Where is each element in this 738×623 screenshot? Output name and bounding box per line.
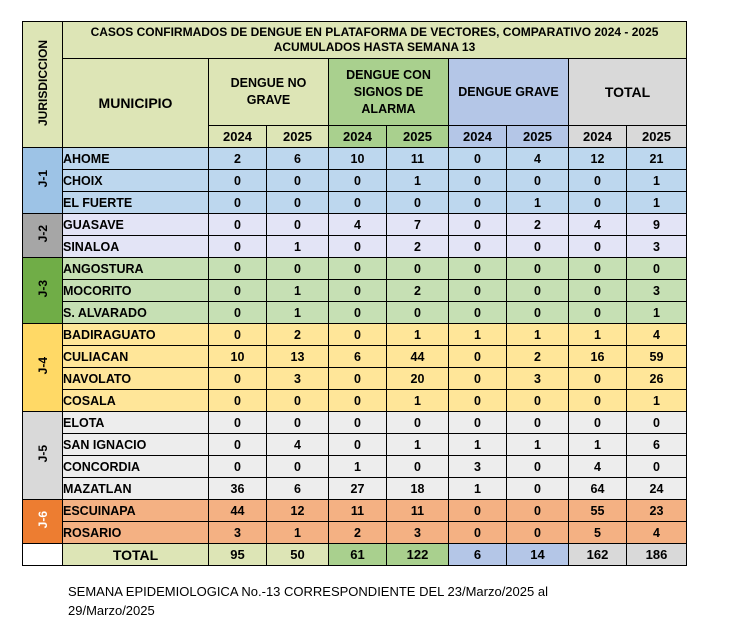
table-row [23, 324, 687, 346]
case-count-cell: 18 [387, 478, 449, 500]
municipio-name: BADIRAGUATO [63, 324, 209, 346]
case-count-cell: 0 [449, 302, 507, 324]
table-row [23, 280, 687, 302]
case-count-cell: 0 [449, 148, 507, 170]
case-count-cell: 0 [209, 280, 267, 302]
case-count-cell: 1 [507, 192, 569, 214]
table-row [23, 258, 687, 280]
case-count-cell: 0 [267, 170, 329, 192]
case-count-cell: 1 [449, 434, 507, 456]
case-count-cell: 0 [449, 170, 507, 192]
municipio-name: S. ALVARADO [63, 302, 209, 324]
group-header-grave: DENGUE GRAVE [449, 59, 569, 126]
case-count-cell: 3 [627, 280, 687, 302]
municipio-header: MUNICIPIO [63, 59, 209, 148]
case-count-cell: 1 [267, 236, 329, 258]
case-count-cell: 0 [449, 280, 507, 302]
case-count-cell: 0 [627, 456, 687, 478]
year-header: 2025 [267, 126, 329, 148]
case-count-cell: 23 [627, 500, 687, 522]
case-count-cell: 4 [627, 522, 687, 544]
case-count-cell: 1 [569, 324, 627, 346]
footnote: SEMANA EPIDEMIOLOGICA No.-13 CORRESPONDIENTE DEL 23/Marzo/2025 al 29/Marzo/2025 [68, 584, 548, 618]
group-header-total: TOTAL [569, 59, 687, 126]
case-count-cell: 2 [329, 522, 387, 544]
municipio-name: NAVOLATO [63, 368, 209, 390]
case-count-cell: 0 [329, 412, 387, 434]
case-count-cell: 11 [329, 500, 387, 522]
case-count-cell: 0 [507, 280, 569, 302]
case-count-cell: 0 [449, 390, 507, 412]
case-count-cell: 0 [449, 258, 507, 280]
case-count-cell: 0 [569, 236, 627, 258]
case-count-cell: 16 [569, 346, 627, 368]
table-row [23, 236, 687, 258]
table-row [23, 214, 687, 236]
municipio-name: ANGOSTURA [63, 258, 209, 280]
case-count-cell: 0 [507, 258, 569, 280]
case-count-cell: 0 [329, 302, 387, 324]
case-count-cell: 0 [329, 170, 387, 192]
table-row [23, 500, 687, 522]
case-count-cell: 2 [209, 148, 267, 170]
case-count-cell: 0 [209, 434, 267, 456]
case-count-cell: 12 [569, 148, 627, 170]
case-count-cell: 1 [627, 302, 687, 324]
municipio-name: COSALA [63, 390, 209, 412]
jurisdiction-label: J-2 [23, 214, 63, 258]
case-count-cell: 6 [267, 148, 329, 170]
case-count-cell: 4 [267, 434, 329, 456]
case-count-cell: 0 [569, 390, 627, 412]
year-header: 2024 [209, 126, 267, 148]
case-count-cell: 4 [569, 456, 627, 478]
case-count-cell: 0 [507, 500, 569, 522]
case-count-cell: 0 [449, 346, 507, 368]
case-count-cell: 0 [209, 456, 267, 478]
case-count-cell: 0 [569, 192, 627, 214]
case-count-cell: 12 [267, 500, 329, 522]
case-count-cell: 6 [267, 478, 329, 500]
case-count-cell: 1 [329, 456, 387, 478]
case-count-cell: 4 [329, 214, 387, 236]
case-count-cell: 0 [267, 214, 329, 236]
jurisdiction-label: J-1 [23, 148, 63, 214]
municipio-name: CULIACAN [63, 346, 209, 368]
case-count-cell: 0 [329, 434, 387, 456]
case-count-cell: 3 [449, 456, 507, 478]
case-count-cell: 0 [329, 236, 387, 258]
case-count-cell: 44 [209, 500, 267, 522]
jurisdiction-label: J-5 [23, 412, 63, 500]
case-count-cell: 3 [209, 522, 267, 544]
group-header-signos-alarma: DENGUE CON SIGNOS DE ALARMA [329, 59, 449, 126]
case-count-cell: 0 [507, 390, 569, 412]
case-count-cell: 4 [627, 324, 687, 346]
case-count-cell: 44 [387, 346, 449, 368]
case-count-cell: 0 [267, 456, 329, 478]
case-count-cell: 1 [627, 192, 687, 214]
case-count-cell: 0 [569, 302, 627, 324]
table-row [23, 148, 687, 170]
case-count-cell: 0 [507, 236, 569, 258]
case-count-cell: 3 [387, 522, 449, 544]
case-count-cell: 11 [387, 148, 449, 170]
case-count-cell: 0 [507, 412, 569, 434]
case-count-cell: 0 [569, 170, 627, 192]
case-count-cell: 0 [569, 412, 627, 434]
case-count-cell: 0 [569, 280, 627, 302]
title-line-1: CASOS CONFIRMADOS DE DENGUE EN PLATAFORMA DE VECTORES, COMPARATIVO 2024 - 2025 [90, 25, 659, 39]
case-count-cell: 1 [507, 324, 569, 346]
table-row [23, 170, 687, 192]
case-count-cell: 6 [329, 346, 387, 368]
year-header: 2024 [449, 126, 507, 148]
municipio-name: EL FUERTE [63, 192, 209, 214]
municipio-name: ESCUINAPA [63, 500, 209, 522]
case-count-cell: 3 [627, 236, 687, 258]
table-title [63, 22, 687, 59]
table-row [23, 412, 687, 434]
case-count-cell: 0 [209, 214, 267, 236]
case-count-cell: 0 [387, 258, 449, 280]
case-count-cell: 0 [209, 258, 267, 280]
dengue-cases-table [22, 21, 687, 566]
case-count-cell: 10 [329, 148, 387, 170]
year-header: 2024 [569, 126, 627, 148]
case-count-cell: 0 [209, 390, 267, 412]
total-cell: 6 [449, 544, 507, 566]
year-header: 2025 [387, 126, 449, 148]
case-count-cell: 3 [267, 368, 329, 390]
case-count-cell: 11 [387, 500, 449, 522]
case-count-cell: 1 [387, 390, 449, 412]
case-count-cell: 1 [387, 324, 449, 346]
case-count-cell: 0 [387, 302, 449, 324]
case-count-cell: 1 [267, 280, 329, 302]
group-header-no-grave: DENGUE NO GRAVE [209, 59, 329, 126]
case-count-cell: 5 [569, 522, 627, 544]
case-count-cell: 9 [627, 214, 687, 236]
table-row [23, 434, 687, 456]
case-count-cell: 7 [387, 214, 449, 236]
case-count-cell: 1 [387, 170, 449, 192]
table-row [23, 368, 687, 390]
case-count-cell: 0 [329, 390, 387, 412]
case-count-cell: 1 [449, 324, 507, 346]
case-count-cell: 4 [569, 214, 627, 236]
jurisdiction-header: JURISDICCION [23, 22, 63, 148]
year-header: 2024 [329, 126, 387, 148]
case-count-cell: 59 [627, 346, 687, 368]
municipio-name: GUASAVE [63, 214, 209, 236]
case-count-cell: 0 [329, 258, 387, 280]
case-count-cell: 1 [267, 302, 329, 324]
case-count-cell: 4 [507, 148, 569, 170]
case-count-cell: 0 [449, 522, 507, 544]
total-cell: 122 [387, 544, 449, 566]
case-count-cell: 0 [387, 412, 449, 434]
jurisdiction-label: J-3 [23, 258, 63, 324]
case-count-cell: 0 [449, 368, 507, 390]
case-count-cell: 0 [267, 258, 329, 280]
case-count-cell: 0 [209, 412, 267, 434]
case-count-cell: 1 [627, 390, 687, 412]
municipio-name: ROSARIO [63, 522, 209, 544]
case-count-cell: 0 [449, 236, 507, 258]
case-count-cell: 0 [449, 500, 507, 522]
case-count-cell: 0 [329, 324, 387, 346]
case-count-cell: 0 [329, 368, 387, 390]
case-count-cell: 1 [507, 434, 569, 456]
case-count-cell: 0 [329, 192, 387, 214]
table-row [23, 346, 687, 368]
case-count-cell: 1 [449, 478, 507, 500]
case-count-cell: 0 [569, 258, 627, 280]
case-count-cell: 1 [267, 522, 329, 544]
total-cell: 50 [267, 544, 329, 566]
jurisdiction-label: J-4 [23, 324, 63, 412]
case-count-cell: 0 [267, 390, 329, 412]
case-count-cell: 55 [569, 500, 627, 522]
case-count-cell: 0 [329, 280, 387, 302]
case-count-cell: 24 [627, 478, 687, 500]
case-count-cell: 0 [209, 170, 267, 192]
case-count-cell: 0 [507, 478, 569, 500]
case-count-cell: 0 [507, 302, 569, 324]
case-count-cell: 1 [387, 434, 449, 456]
municipio-name: MAZATLAN [63, 478, 209, 500]
total-row [23, 544, 687, 566]
case-count-cell: 0 [449, 412, 507, 434]
case-count-cell: 0 [209, 192, 267, 214]
total-label: TOTAL [63, 544, 209, 566]
case-count-cell: 2 [387, 280, 449, 302]
case-count-cell: 0 [267, 412, 329, 434]
case-count-cell: 1 [569, 434, 627, 456]
case-count-cell: 0 [387, 456, 449, 478]
case-count-cell: 0 [387, 192, 449, 214]
table-body [23, 148, 687, 544]
table-row [23, 478, 687, 500]
case-count-cell: 0 [627, 412, 687, 434]
year-header: 2025 [507, 126, 569, 148]
case-count-cell: 27 [329, 478, 387, 500]
title-line-2: ACUMULADOS HASTA SEMANA 13 [273, 40, 476, 54]
total-cell: 95 [209, 544, 267, 566]
case-count-cell: 20 [387, 368, 449, 390]
year-header: 2025 [627, 126, 687, 148]
municipio-name: CONCORDIA [63, 456, 209, 478]
municipio-name: ELOTA [63, 412, 209, 434]
table-row [23, 302, 687, 324]
case-count-cell: 21 [627, 148, 687, 170]
case-count-cell: 0 [449, 214, 507, 236]
total-cell: 14 [507, 544, 569, 566]
total-cell: 186 [627, 544, 687, 566]
total-cell: 61 [329, 544, 387, 566]
case-count-cell: 2 [507, 214, 569, 236]
case-count-cell: 2 [507, 346, 569, 368]
case-count-cell: 64 [569, 478, 627, 500]
municipio-name: AHOME [63, 148, 209, 170]
case-count-cell: 1 [627, 170, 687, 192]
case-count-cell: 26 [627, 368, 687, 390]
case-count-cell: 3 [507, 368, 569, 390]
case-count-cell: 2 [267, 324, 329, 346]
case-count-cell: 6 [627, 434, 687, 456]
total-cell: 162 [569, 544, 627, 566]
case-count-cell: 2 [387, 236, 449, 258]
table-row [23, 390, 687, 412]
jurisdiction-label: J-6 [23, 500, 63, 544]
total-spacer [23, 544, 63, 566]
municipio-name: SAN IGNACIO [63, 434, 209, 456]
case-count-cell: 0 [627, 258, 687, 280]
municipio-name: CHOIX [63, 170, 209, 192]
case-count-cell: 0 [507, 170, 569, 192]
case-count-cell: 10 [209, 346, 267, 368]
case-count-cell: 0 [267, 192, 329, 214]
case-count-cell: 36 [209, 478, 267, 500]
case-count-cell: 13 [267, 346, 329, 368]
case-count-cell: 0 [507, 456, 569, 478]
case-count-cell: 0 [507, 522, 569, 544]
municipio-name: SINALOA [63, 236, 209, 258]
case-count-cell: 0 [209, 236, 267, 258]
case-count-cell: 0 [449, 192, 507, 214]
case-count-cell: 0 [209, 324, 267, 346]
municipio-name: MOCORITO [63, 280, 209, 302]
table-row [23, 456, 687, 478]
case-count-cell: 0 [209, 368, 267, 390]
case-count-cell: 0 [209, 302, 267, 324]
table-row [23, 192, 687, 214]
case-count-cell: 0 [569, 368, 627, 390]
table-row [23, 522, 687, 544]
